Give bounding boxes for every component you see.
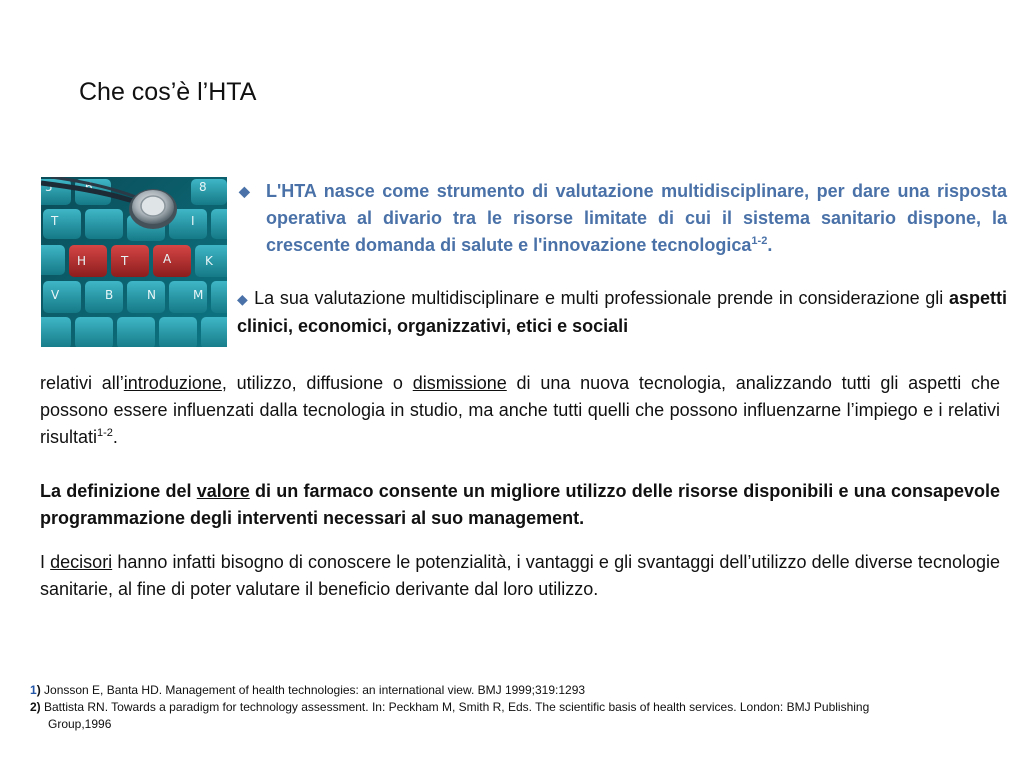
underlined-dismissione: dismissione [412,373,507,393]
key-5: 5 [45,180,53,194]
paragraph-relativi: relativi all’introduzione, utilizzo, diffusione o dismissione di una nuova tecnologia, analizzando tutti gli aspetti che possono essere influenzati dalla tecnologia in studio, ma anche tutti quelli che possono influenzarne l’impiego e i relativi risultati$^{1-2}$. [40,373,1000,447]
keyboard-illustration [41,177,227,347]
key-t2: T [121,254,129,268]
bullet2-bold: aspetti clinici, economici, organizzativi, etici e sociali [237,288,1007,336]
reference-1: 1) Jonsson E, Banta HD. Management of health technologies: an international view. BMJ 1999;319:1293 [30,683,586,697]
diamond-bullet-icon: ◆ [239,183,250,199]
key-m: M [193,288,204,302]
underlined-decisori: decisori [50,552,113,572]
bullet-hta-origin: ◆ L'HTA nasce come strumento di valutazione multidisciplinare, per dare una risposta operativa al divario tra le risorse limitate di cui il sistema sanitario dispone, la crescente domanda di salute e l'innovazione tecnologica$^{1-2}$. [237,178,1007,259]
slide-title: Che cos’è l’HTA [79,78,257,106]
key-k: K [205,254,213,268]
underlined-valore: valore [196,481,250,501]
reference-2: 2) Battista RN. Towards a paradigm for technology assessment. In: Peckham M, Smith R, Eds. The scientific basis of health services. London: BMJ Publishing Group,1996 [30,700,870,731]
key-8: 8 [199,180,207,194]
bullet2-text: La sua valutazione multidisciplinare e multi professionale prende in considerazione gli [254,288,949,308]
paragraph-decisori: I decisori hanno infatti bisogno di conoscere le potenzialità, i vantaggi e gli svantaggi dell’utilizzo delle diverse tecnologie sanitarie, al fine di poter valutare il beneficio derivante dal loro utilizzo. [40,552,1000,599]
key-h: H [77,254,87,268]
key-b: B [105,288,114,302]
key-i: I [191,214,195,228]
bullet1-text: L'HTA nasce come strumento di valutazione multidisciplinare, per dare una risposta operativa al divario tra le risorse limitate di cui il sistema sanitario dispone, la crescente domanda di salute e l'innovazione tecnologica [266,181,1007,255]
hta-keyboard-stethoscope-image [41,177,227,347]
bullet-multidisciplinary [237,285,1007,340]
underlined-introduzione: introduzione [123,373,222,393]
citation-sup: 1-2 [97,427,113,439]
key-v: V [51,288,60,302]
key-6: 6 [85,180,93,194]
paragraph-definizione-valore: La definizione del valore di un farmaco consente un migliore utilizzo delle risorse disponibili e una consapevole programmazione degli interventi necessari al suo management. [40,481,1001,528]
key-a: A [163,252,172,266]
citation-sup: 1-2 [751,235,768,247]
references [30,682,970,733]
key-t1: T [51,214,59,228]
diamond-bullet-icon: ◆ [237,291,249,307]
key-n: N [147,288,156,302]
